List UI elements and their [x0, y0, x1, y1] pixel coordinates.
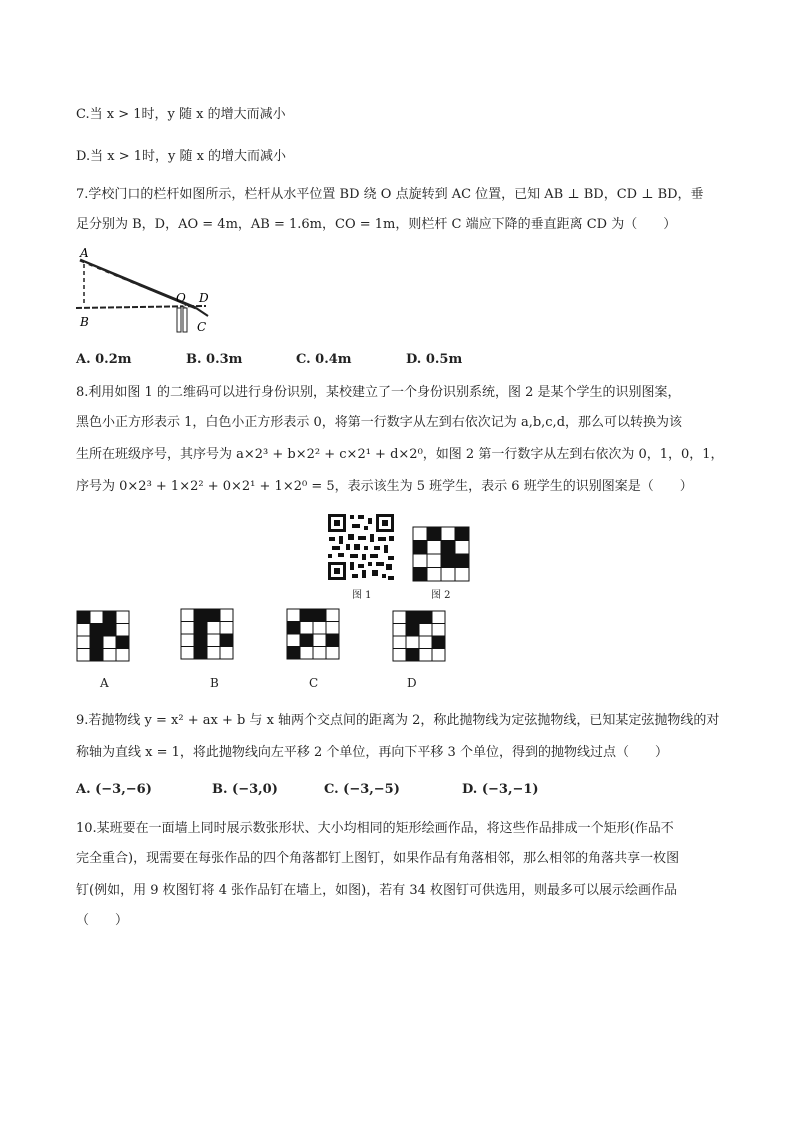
- grid-cell: [427, 527, 441, 541]
- option-c-line: C.当 x > 1时，y 随 x 的增大而减小: [76, 107, 286, 122]
- grid-cell: [220, 609, 233, 622]
- grid-cell: [181, 622, 194, 635]
- grid-cell: [287, 647, 300, 660]
- choice-b-pattern[interactable]: [180, 608, 234, 660]
- grid-cell: [455, 568, 469, 582]
- grid-cell: [207, 609, 220, 622]
- grid-cell: [194, 609, 207, 622]
- q7-option-d[interactable]: D. 0.5m: [406, 352, 463, 367]
- grid-cell: [116, 624, 129, 637]
- grid-cell: [181, 634, 194, 647]
- label-A: A: [80, 246, 89, 260]
- fig2-caption: 图 2: [431, 590, 451, 601]
- label-B: B: [80, 315, 89, 329]
- grid-cell: [103, 649, 116, 662]
- grid-cell: [413, 527, 427, 541]
- grid-cell: [413, 541, 427, 555]
- grid-cell: [413, 568, 427, 582]
- q10-line-3: 钉(例如，用 9 枚图钉将 4 张作品钉在墙上，如图)，若有 34 枚图钉可供选用，则最多可以展示绘画作品: [76, 883, 678, 898]
- grid-cell: [393, 636, 406, 649]
- choice-d-pattern[interactable]: [392, 610, 446, 662]
- grid-cell: [406, 624, 419, 637]
- grid-cell: [300, 622, 313, 635]
- barrier-diagram: [76, 244, 226, 336]
- grid-cell: [300, 647, 313, 660]
- grid-cell: [77, 624, 90, 637]
- grid-cell: [432, 649, 445, 662]
- fig2-pattern: [412, 526, 470, 582]
- choice-a-pattern[interactable]: [76, 610, 130, 662]
- grid-cell: [455, 541, 469, 555]
- grid-cell: [313, 609, 326, 622]
- q10-line-1: 10.某班要在一面墙上同时展示数张形状、大小均相同的矩形绘画作品，将这些作品排成一个矩形(作品不: [76, 821, 674, 836]
- q7-line-1: 7.学校门口的栏杆如图所示，栏杆从水平位置 BD 绕 O 点旋转到 AC 位置，已知 AB ⊥ BD，CD ⊥ BD，垂: [76, 187, 704, 202]
- q7-option-a[interactable]: A. 0.2m: [76, 352, 132, 367]
- grid-cell: [220, 647, 233, 660]
- grid-cell: [90, 649, 103, 662]
- grid-cell: [313, 647, 326, 660]
- grid-cell: [181, 647, 194, 660]
- grid-cell: [313, 622, 326, 635]
- grid-cell: [194, 647, 207, 660]
- grid-cell: [77, 649, 90, 662]
- grid-cell: [326, 634, 339, 647]
- grid-cell: [207, 634, 220, 647]
- grid-cell: [427, 541, 441, 555]
- grid-cell: [326, 647, 339, 660]
- grid-cell: [90, 636, 103, 649]
- grid-cell: [393, 649, 406, 662]
- grid-cell: [455, 554, 469, 568]
- grid-cell: [427, 568, 441, 582]
- grid-cell: [287, 609, 300, 622]
- q10-line-4: （ ）: [76, 913, 129, 928]
- grid-cell: [393, 624, 406, 637]
- grid-cell: [313, 634, 326, 647]
- grid-cell: [432, 611, 445, 624]
- grid-cell: [90, 611, 103, 624]
- grid-cell: [103, 624, 116, 637]
- grid-cell: [220, 622, 233, 635]
- q7-line-2: 足分别为 B，D，AO = 4m，AB = 1.6m，CO = 1m，则栏杆 C 端应下降的垂直距离 CD 为（ ）: [76, 217, 677, 232]
- grid-cell: [406, 611, 419, 624]
- grid-cell: [116, 611, 129, 624]
- grid-cell: [194, 622, 207, 635]
- grid-cell: [90, 624, 103, 637]
- grid-cell: [441, 568, 455, 582]
- q8-line-1: 8.利用如图 1 的二维码可以进行身份识别，某校建立了一个身份识别系统，图 2 是某个学生的识别图案，: [76, 385, 681, 400]
- grid-cell: [326, 622, 339, 635]
- grid-cell: [287, 622, 300, 635]
- grid-cell: [300, 634, 313, 647]
- grid-cell: [77, 611, 90, 624]
- grid-cell: [103, 636, 116, 649]
- grid-cell: [287, 634, 300, 647]
- q7-option-c[interactable]: C. 0.4m: [296, 352, 352, 367]
- grid-cell: [419, 624, 432, 637]
- q9-option-c[interactable]: C. (−3,−5): [324, 782, 400, 797]
- grid-cell: [300, 609, 313, 622]
- q8-line-4: 序号为 0×2³ + 1×2² + 0×2¹ + 1×2⁰ = 5，表示该生为 5 班学生，表示 6 班学生的识别图案是（ ）: [76, 479, 693, 494]
- choice-b-label[interactable]: B: [210, 676, 219, 690]
- choice-d-label[interactable]: D: [407, 676, 417, 690]
- q8-line-3: 生所在班级序号，其序号为 a×2³ + b×2² + c×2¹ + d×2⁰，如图 2 第一行数字从左到右依次为 0，1，0，1，: [76, 447, 724, 462]
- q9-option-d[interactable]: D. (−3,−1): [462, 782, 539, 797]
- label-C: C: [197, 320, 207, 334]
- grid-cell: [441, 541, 455, 555]
- grid-cell: [103, 611, 116, 624]
- qr-code-figure: [326, 512, 396, 582]
- fig1-caption: 图 1: [352, 590, 372, 601]
- choice-c-label[interactable]: C: [309, 676, 319, 690]
- label-D: D: [199, 291, 209, 305]
- grid-cell: [207, 647, 220, 660]
- grid-cell: [441, 527, 455, 541]
- q7-option-b[interactable]: B. 0.3m: [186, 352, 243, 367]
- q9-option-a[interactable]: A. (−3,−6): [76, 782, 152, 797]
- grid-cell: [220, 634, 233, 647]
- grid-cell: [432, 624, 445, 637]
- label-O: O: [176, 291, 186, 305]
- grid-cell: [413, 554, 427, 568]
- option-d-line: D.当 x > 1时，y 随 x 的增大而减小: [76, 149, 287, 164]
- grid-cell: [406, 649, 419, 662]
- q9-option-b[interactable]: B. (−3,0): [212, 782, 278, 797]
- grid-cell: [427, 554, 441, 568]
- choice-c-pattern[interactable]: [286, 608, 340, 660]
- grid-cell: [406, 636, 419, 649]
- q9-line-1: 9.若抛物线 y = x² + ax + b 与 x 轴两个交点间的距离为 2，称此抛物线为定弦抛物线，已知某定弦抛物线的对: [76, 713, 720, 728]
- q8-line-2: 黑色小正方形表示 1，白色小正方形表示 0，将第一行数字从左到右依次记为 a,b,c,d，那么可以转换为该: [76, 415, 683, 430]
- grid-cell: [116, 636, 129, 649]
- grid-cell: [441, 554, 455, 568]
- grid-cell: [419, 636, 432, 649]
- grid-cell: [419, 611, 432, 624]
- grid-cell: [419, 649, 432, 662]
- grid-cell: [326, 609, 339, 622]
- q9-line-2: 称轴为直线 x = 1，将此抛物线向左平移 2 个单位，再向下平移 3 个单位，得到的抛物线过点（ ）: [76, 745, 668, 760]
- grid-cell: [194, 634, 207, 647]
- grid-cell: [77, 636, 90, 649]
- grid-cell: [116, 649, 129, 662]
- grid-cell: [181, 609, 194, 622]
- q10-line-2: 完全重合)，现需要在每张作品的四个角落都钉上图钉，如果作品有角落相邻，那么相邻的角落共享一枚图: [76, 851, 680, 866]
- grid-cell: [432, 636, 445, 649]
- grid-cell: [455, 527, 469, 541]
- choice-a-label[interactable]: A: [100, 676, 109, 690]
- grid-cell: [207, 622, 220, 635]
- grid-cell: [393, 611, 406, 624]
